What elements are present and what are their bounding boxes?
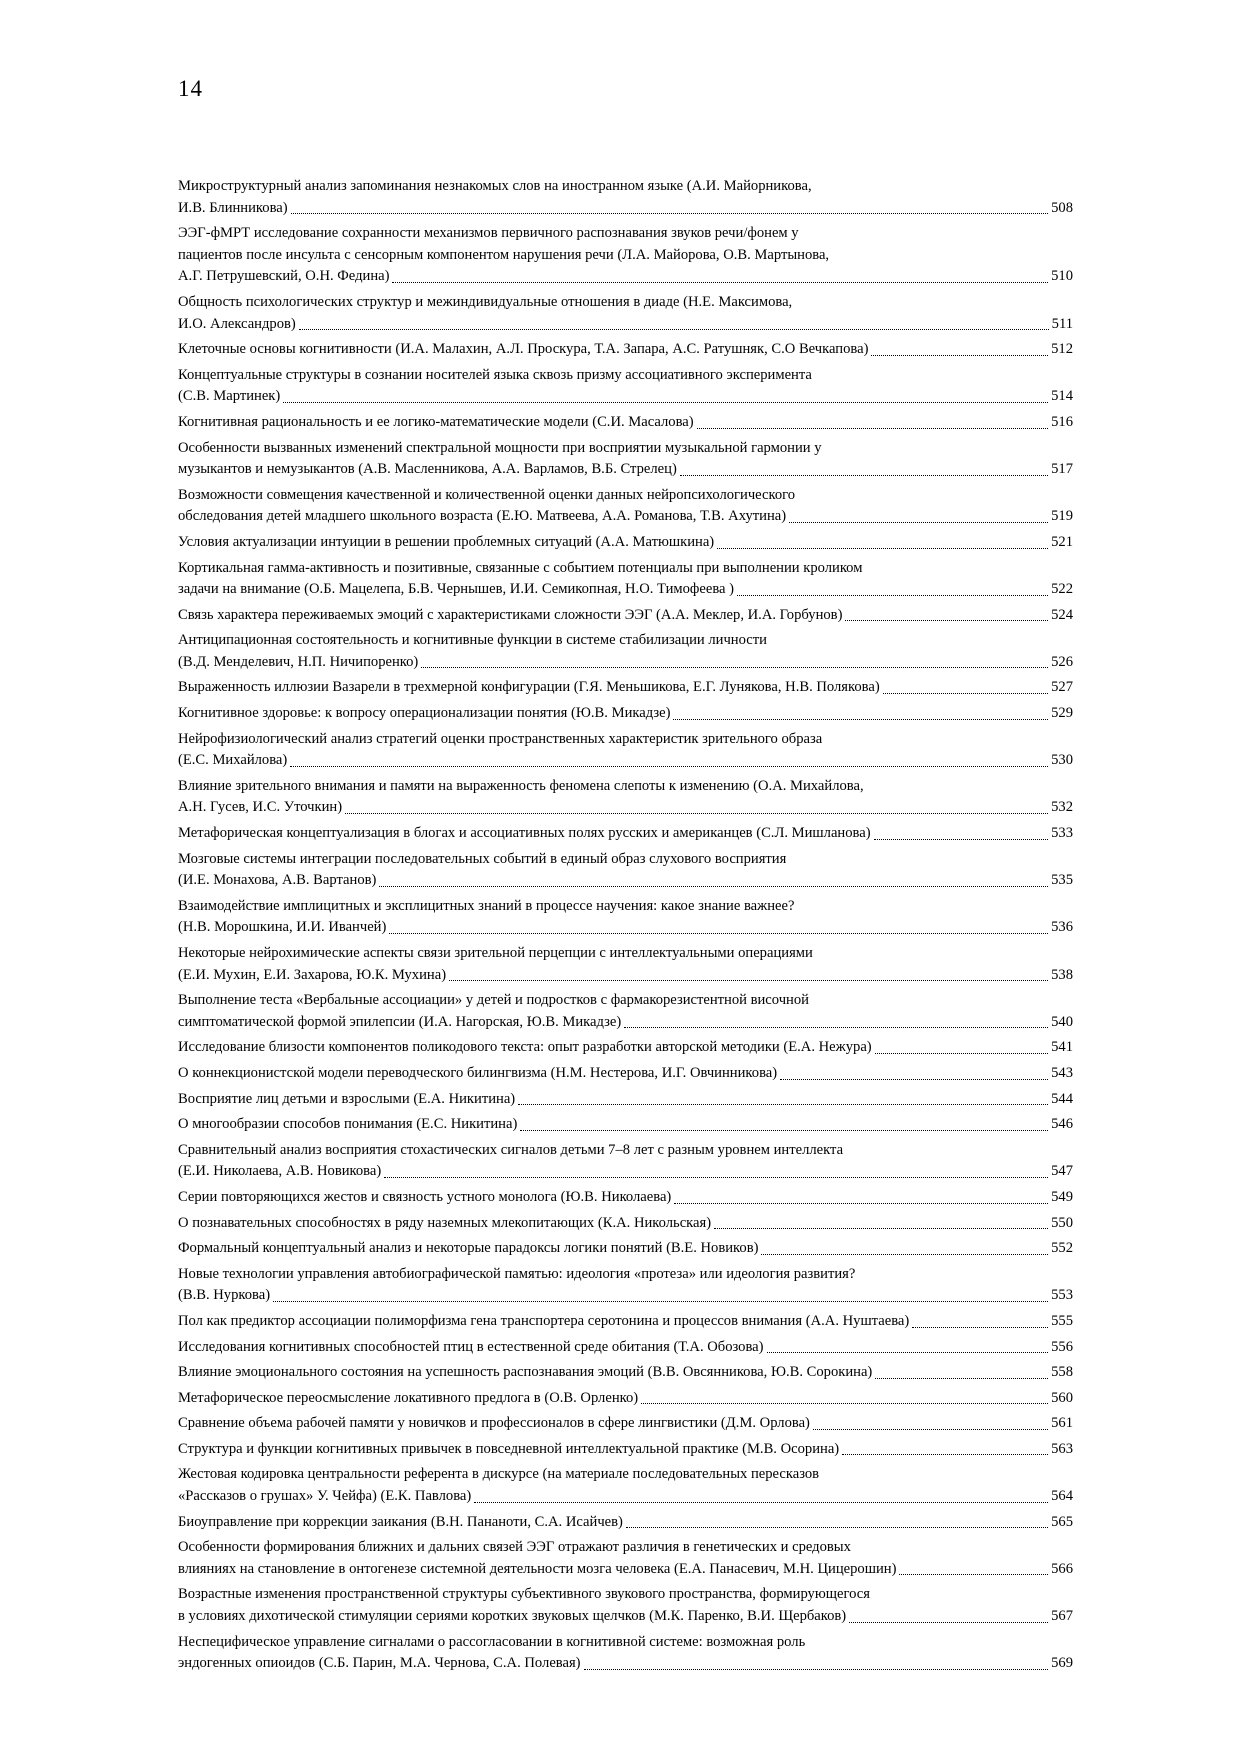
toc-entry-last-line: [178, 1213, 1073, 1235]
toc-entry-title-line: О многообразии способов понимания (Е.С. Никитина): [178, 1116, 518, 1133]
toc-entry-title-line: (Е.И. Николаева, А.В. Новикова): [178, 1163, 382, 1180]
toc-entry-last-line: [178, 652, 1073, 674]
toc-entry-last-line: [178, 579, 1073, 601]
toc-entry-last-line: [178, 1439, 1073, 1461]
dot-leader: [737, 595, 1048, 596]
toc-page-number: 532: [1051, 799, 1073, 816]
dot-leader: [780, 1079, 1048, 1080]
toc-page-number: 516: [1051, 413, 1073, 430]
toc-entry-title-line: Когнитивное здоровье: к вопросу операционализации понятия (Ю.В. Микадзе): [178, 705, 671, 722]
dot-leader: [789, 522, 1048, 523]
toc-entry: [178, 1089, 1073, 1111]
toc-entry-last-line: [178, 339, 1073, 361]
toc-entry-title-line: А.Г. Петрушевский, О.Н. Федина): [178, 268, 390, 285]
dot-leader: [673, 719, 1048, 720]
toc-page-number: 547: [1051, 1163, 1073, 1180]
toc-entry-last-line: [178, 1559, 1073, 1581]
toc-entry: [178, 1213, 1073, 1235]
toc-entry-title-line: Возможности совмещения качественной и количественной оценки данных нейропсихологического: [178, 486, 796, 503]
toc-entry-title-line: Связь характера переживаемых эмоций с характеристиками сложности ЭЭГ (А.А. Меклер, И.А. Горбунов): [178, 606, 843, 623]
toc-entry-last-line: [178, 1114, 1073, 1136]
toc-entry-title-line: Антиципационная состоятельность и когнитивные функции в системе стабилизации личности: [178, 632, 767, 649]
toc-entry: [178, 1187, 1073, 1209]
toc-page-number: 529: [1051, 705, 1073, 722]
toc-entry: [178, 1439, 1073, 1461]
toc-entry: [178, 1114, 1073, 1136]
toc-page-number: 544: [1051, 1090, 1073, 1107]
toc-entry-title-line: влияниях на становление в онтогенезе системной деятельности мозга человека (Е.А. Панасевич, М.Н. Цицерошин): [178, 1560, 897, 1577]
toc-entry-title-line: задачи на внимание (О.Б. Мацелепа, Б.В. Чернышев, И.И. Семикопная, Н.О. Тимофеева ): [178, 581, 735, 598]
toc-page-number: 541: [1051, 1039, 1073, 1056]
toc-entry-title-line: (В.Д. Менделевич, Н.П. Ничипоренко): [178, 653, 419, 670]
toc-page-number: 546: [1051, 1116, 1073, 1133]
toc-entry-title-line: (Е.И. Мухин, Е.И. Захарова, Ю.К. Мухина): [178, 966, 447, 983]
dot-leader: [871, 355, 1048, 356]
toc-entry-title-line: Метафорическая концептуализация в блогах и ассоциативных полях русских и американцев (С.Л. Мишланова): [178, 825, 871, 842]
toc-entry-last-line: [178, 459, 1073, 481]
dot-leader: [714, 1228, 1048, 1229]
toc-entry: [178, 223, 1073, 288]
dot-leader: [761, 1254, 1048, 1255]
dot-leader: [842, 1454, 1048, 1455]
toc-entry: [178, 729, 1073, 772]
toc-entry-title-line: пациентов после инсульта с сенсорным компонентом нарушения речи (Л.А. Майорова, О.В. Мартынова,: [178, 246, 830, 263]
toc-page-number: 550: [1051, 1214, 1073, 1231]
dot-leader: [626, 1527, 1048, 1528]
toc-page-number: 552: [1051, 1240, 1073, 1257]
toc-entry-title-line: Влияние эмоционального состояния на успешность распознавания эмоций (В.В. Овсянникова, Ю.В. Сорокина): [178, 1364, 873, 1381]
toc-entry: [178, 1362, 1073, 1384]
toc-entry-last-line: [178, 1337, 1073, 1359]
toc-page-number: 530: [1051, 752, 1073, 769]
toc-entry-last-line: [178, 965, 1073, 987]
toc-entry-title-line: симптоматической формой эпилепсии (И.А. Нагорская, Ю.В. Микадзе): [178, 1013, 622, 1030]
dot-leader: [449, 980, 1048, 981]
toc-entry-title-line: Сравнительный анализ восприятия стохастических сигналов детьми 7–8 лет с разным уровнем интеллекта: [178, 1141, 844, 1158]
dot-leader: [291, 213, 1048, 214]
toc-entry-title-line: Условия актуализации интуиции в решении проблемных ситуаций (А.А. Матюшкина): [178, 533, 715, 550]
toc-entry: [178, 943, 1073, 986]
toc-entry-last-line: [178, 412, 1073, 434]
toc-entry: [178, 630, 1073, 673]
toc-entry-last-line: [178, 1187, 1073, 1209]
dot-leader: [883, 693, 1048, 694]
toc-entry: [178, 485, 1073, 528]
toc-entry-last-line: [178, 386, 1073, 408]
toc-entry: [178, 339, 1073, 361]
toc-entry-title-line: Восприятие лиц детьми и взрослыми (Е.А. Никитина): [178, 1090, 516, 1107]
dot-leader: [849, 1622, 1048, 1623]
toc-entry-title-line: И.В. Блинникова): [178, 199, 288, 216]
toc-entry-last-line: [178, 532, 1073, 554]
toc-entry: [178, 412, 1073, 434]
dot-leader: [290, 766, 1048, 767]
toc-entry-title-line: О коннекционистской модели переводческого билингвизма (Н.М. Нестерова, И.Г. Овчинникова): [178, 1064, 778, 1081]
toc-entry-title-line: Структура и функции когнитивных привычек в повседневной интеллектуальной практике (М.В. Осорина): [178, 1440, 840, 1457]
toc-entry: [178, 990, 1073, 1033]
toc-page-number: 521: [1051, 533, 1073, 550]
toc-entry-title-line: (С.В. Мартинек): [178, 388, 281, 405]
toc-entry: [178, 176, 1073, 219]
table-of-contents: [178, 176, 1073, 1679]
toc-entry: [178, 365, 1073, 408]
toc-entry-last-line: [178, 1311, 1073, 1333]
toc-page-number: 564: [1051, 1488, 1073, 1505]
toc-entry-title-line: И.О. Александров): [178, 315, 296, 332]
toc-entry: [178, 776, 1073, 819]
toc-entry: [178, 1464, 1073, 1507]
toc-page-number: 566: [1051, 1560, 1073, 1577]
toc-entry: [178, 1311, 1073, 1333]
toc-entry-last-line: [178, 797, 1073, 819]
toc-entry-last-line: [178, 677, 1073, 699]
toc-entry-title-line: Метафорическое переосмысление локативного предлога в (О.В. Орленко): [178, 1389, 639, 1406]
toc-entry-title-line: Некоторые нейрохимические аспекты связи зрительной перцепции с интеллектуальными операциями: [178, 945, 813, 961]
toc-entry-title-line: (И.Е. Монахова, А.В. Вартанов): [178, 872, 377, 889]
toc-entry-last-line: [178, 703, 1073, 725]
toc-page-number: 567: [1051, 1608, 1073, 1625]
toc-entry-title-line: музыкантов и немузыкантов (А.В. Масленникова, А.А. Варламов, В.Б. Стрелец): [178, 461, 677, 478]
toc-entry-title-line: ЭЭГ-фМРТ исследование сохранности механизмов первичного распознавания звуков речи/фонем у: [178, 225, 799, 242]
dot-leader: [875, 1378, 1048, 1379]
toc-entry-title-line: Мозговые системы интеграции последовательных событий в единый образ слухового восприятия: [178, 850, 787, 867]
toc-entry-title-line: Клеточные основы когнитивности (И.А. Малахин, А.Л. Проскура, Т.А. Запара, А.С. Ратушняк, С.О Вечкапова): [178, 341, 869, 358]
toc-entry-last-line: [178, 1413, 1073, 1435]
toc-entry-last-line: [178, 1388, 1073, 1410]
toc-entry-last-line: [178, 1161, 1073, 1183]
toc-entry: [178, 1337, 1073, 1359]
toc-entry-title-line: Неспецифическое управление сигналами о рассогласовании в когнитивной системе: возможная роль: [178, 1633, 806, 1650]
toc-entry-last-line: [178, 870, 1073, 892]
toc-entry-title-line: «Рассказов о грушах» У. Чейфа) (Е.К. Павлова): [178, 1488, 472, 1505]
toc-page-number: 524: [1051, 606, 1073, 623]
toc-entry: [178, 605, 1073, 627]
toc-page-number: 553: [1051, 1287, 1073, 1304]
toc-page-number: 558: [1051, 1364, 1073, 1381]
toc-page-number: 569: [1051, 1655, 1073, 1672]
toc-page-number: 563: [1051, 1440, 1073, 1457]
toc-entry-title-line: (В.В. Нуркова): [178, 1287, 271, 1304]
toc-entry: [178, 558, 1073, 601]
dot-leader: [697, 428, 1048, 429]
toc-entry-last-line: [178, 1606, 1073, 1628]
toc-entry-last-line: [178, 750, 1073, 772]
toc-entry-title-line: Кортикальная гамма-активность и позитивные, связанные с событием потенциалы при выполнении кроликом: [178, 559, 863, 576]
toc-page-number: 527: [1051, 679, 1073, 696]
toc-entry-title-line: Особенности вызванных изменений спектральной мощности при восприятии музыкальной гармонии у: [178, 439, 822, 456]
toc-entry-title-line: О познавательных способностях в ряду наземных млекопитающих (К.А. Никольская): [178, 1214, 712, 1231]
toc-page-number: 514: [1051, 388, 1073, 405]
toc-entry: [178, 1264, 1073, 1307]
toc-entry-title-line: Микроструктурный анализ запоминания незнакомых слов на иностранном языке (А.И. Майорникова,: [178, 178, 812, 194]
toc-entry: [178, 1512, 1073, 1534]
toc-entry: [178, 292, 1073, 335]
toc-entry-last-line: [178, 823, 1073, 845]
toc-entry-title-line: Концептуальные структуры в сознании носителей языка сквозь призму ассоциативного эксперимента: [178, 366, 812, 383]
toc-page-number: 535: [1051, 872, 1073, 889]
dot-leader: [717, 548, 1048, 549]
toc-page-number: 561: [1051, 1415, 1073, 1432]
page-number: 14: [178, 76, 203, 101]
dot-leader: [392, 282, 1048, 283]
toc-entry-last-line: [178, 1238, 1073, 1260]
toc-entry: [178, 1388, 1073, 1410]
dot-leader: [845, 620, 1048, 621]
dot-leader: [641, 1403, 1048, 1404]
toc-entry-last-line: [178, 1037, 1073, 1059]
toc-page-number: 536: [1051, 919, 1073, 936]
toc-entry: [178, 849, 1073, 892]
toc-entry-title-line: Серии повторяющихся жестов и связность устного монолога (Ю.В. Николаева): [178, 1188, 672, 1205]
toc-entry-last-line: [178, 314, 1073, 336]
toc-page-number: 540: [1051, 1013, 1073, 1030]
toc-entry-last-line: [178, 1653, 1073, 1675]
toc-entry-last-line: [178, 506, 1073, 528]
dot-leader: [680, 475, 1048, 476]
toc-entry: [178, 1584, 1073, 1627]
toc-entry: [178, 532, 1073, 554]
toc-entry-title-line: Когнитивная рациональность и ее логико-математические модели (С.И. Масалова): [178, 413, 694, 430]
dot-leader: [518, 1104, 1048, 1105]
toc-entry-last-line: [178, 1063, 1073, 1085]
toc-entry: [178, 438, 1073, 481]
toc-entry-title-line: (Н.В. Морошкина, И.И. Иванчей): [178, 919, 387, 936]
toc-entry-title-line: (Е.С. Михайлова): [178, 752, 288, 769]
toc-page-number: 555: [1051, 1312, 1073, 1329]
dot-leader: [273, 1301, 1048, 1302]
toc-entry-title-line: Возрастные изменения пространственной структуры субъективного звукового пространства, формирующегося: [178, 1586, 870, 1603]
toc-entry: [178, 1632, 1073, 1675]
dot-leader: [520, 1130, 1048, 1131]
toc-entry-last-line: [178, 1512, 1073, 1534]
toc-entry-title-line: Выраженность иллюзии Вазарели в трехмерной конфигурации (Г.Я. Меньшикова, Е.Г. Лунякова, Н.В. Полякова): [178, 679, 880, 696]
toc-entry-last-line: [178, 1285, 1073, 1307]
toc-entry-title-line: эндогенных опиоидов (С.Б. Парин, М.А. Чернова, С.А. Полевая): [178, 1655, 581, 1672]
dot-leader: [874, 839, 1049, 840]
toc-entry-title-line: Нейрофизиологический анализ стратегий оценки пространственных характеристик зрительного образа: [178, 730, 823, 747]
dot-leader: [875, 1053, 1048, 1054]
toc-entry: [178, 1037, 1073, 1059]
dot-leader: [299, 329, 1049, 330]
dot-leader: [813, 1429, 1048, 1430]
dot-leader: [912, 1327, 1048, 1328]
toc-entry: [178, 1140, 1073, 1183]
toc-entry-title-line: Общность психологических структур и межиндивидуальные отношения в диаде (Н.Е. Максимова,: [178, 293, 793, 310]
toc-entry-title-line: Пол как предиктор ассоциации полиморфизма гена транспортера серотонина и процессов внимания (А.А. Нуштаева): [178, 1312, 910, 1329]
toc-entry-last-line: [178, 198, 1073, 220]
toc-page-number: 511: [1051, 315, 1073, 332]
toc-page-number: 512: [1051, 341, 1073, 358]
toc-entry: [178, 896, 1073, 939]
toc-page-number: 533: [1051, 825, 1073, 842]
toc-page-number: 556: [1051, 1338, 1073, 1355]
toc-entry: [178, 823, 1073, 845]
toc-entry-title-line: Биоуправление при коррекции заикания (В.Н. Пананоти, С.А. Исайчев): [178, 1513, 623, 1530]
toc-entry-title-line: Исследование близости компонентов поликодового текста: опыт разработки авторской методики (Е.А. Нежура): [178, 1039, 872, 1056]
dot-leader: [767, 1352, 1049, 1353]
toc-page-number: 538: [1051, 966, 1073, 983]
toc-entry: [178, 1238, 1073, 1260]
dot-leader: [584, 1669, 1049, 1670]
toc-page-number: 517: [1051, 461, 1073, 478]
dot-leader: [283, 402, 1048, 403]
toc-entry-last-line: [178, 917, 1073, 939]
toc-entry-last-line: [178, 605, 1073, 627]
toc-entry-title-line: Выполнение теста «Вербальные ассоциации» у детей и подростков с фармакорезистентной височной: [178, 992, 809, 1009]
toc-page-number: 510: [1051, 268, 1073, 285]
toc-entry: [178, 1413, 1073, 1435]
dot-leader: [421, 667, 1048, 668]
toc-entry-title-line: А.Н. Гусев, И.С. Уточкин): [178, 799, 343, 816]
dot-leader: [474, 1502, 1048, 1503]
toc-entry: [178, 677, 1073, 699]
toc-entry-last-line: [178, 1362, 1073, 1384]
toc-entry: [178, 1063, 1073, 1085]
dot-leader: [674, 1203, 1048, 1204]
toc-entry-title-line: Жестовая кодировка центральности референта в дискурсе (на материале последовательных пересказов: [178, 1466, 820, 1483]
toc-entry-title-line: Формальный концептуальный анализ и некоторые парадоксы логики понятий (В.Е. Новиков): [178, 1240, 759, 1257]
toc-entry-last-line: [178, 266, 1073, 288]
dot-leader: [345, 813, 1048, 814]
dot-leader: [899, 1574, 1048, 1575]
toc-entry-last-line: [178, 1486, 1073, 1508]
toc-page-number: 560: [1051, 1389, 1073, 1406]
toc-entry-title-line: Особенности формирования ближних и дальних связей ЭЭГ отражают различия в генетических и средовых: [178, 1539, 851, 1556]
toc-page-number: 522: [1051, 581, 1073, 598]
toc-page-number: 549: [1051, 1188, 1073, 1205]
toc-entry: [178, 703, 1073, 725]
toc-entry-title-line: Влияние зрительного внимания и памяти на выраженность феномена слепоты к изменению (О.А. Михайлова,: [178, 777, 864, 794]
toc-entry-title-line: в условиях дихотической стимуляции сериями коротких звуковых щелчков (М.К. Паренко, В.И. Щербаков): [178, 1608, 847, 1625]
toc-page-number: 543: [1051, 1064, 1073, 1081]
toc-page-number: 508: [1051, 199, 1073, 216]
toc-page-number: 519: [1051, 508, 1073, 525]
toc-page-number: 565: [1051, 1513, 1073, 1530]
toc-entry-title-line: Новые технологии управления автобиографической памятью: идеология «протеза» или идеология развития?: [178, 1265, 856, 1282]
toc-entry-title-line: Исследования когнитивных способностей птиц в естественной среде обитания (Т.А. Обозова): [178, 1338, 764, 1355]
toc-entry-title-line: Сравнение объема рабочей памяти у новичков и профессионалов в сфере лингвистики (Д.М. Орлова): [178, 1415, 810, 1432]
toc-entry: [178, 1537, 1073, 1580]
toc-entry-last-line: [178, 1012, 1073, 1034]
dot-leader: [379, 886, 1048, 887]
dot-leader: [624, 1027, 1048, 1028]
toc-page-number: 526: [1051, 653, 1073, 670]
toc-entry-last-line: [178, 1089, 1073, 1111]
toc-entry-title-line: Взаимодействие имплицитных и эксплицитных знаний в процессе научения: какое знание важнее?: [178, 897, 795, 914]
toc-entry-title-line: обследования детей младшего школьного возраста (Е.Ю. Матвеева, А.А. Романова, Т.В. Ахутина): [178, 508, 787, 525]
dot-leader: [389, 933, 1048, 934]
dot-leader: [384, 1177, 1048, 1178]
